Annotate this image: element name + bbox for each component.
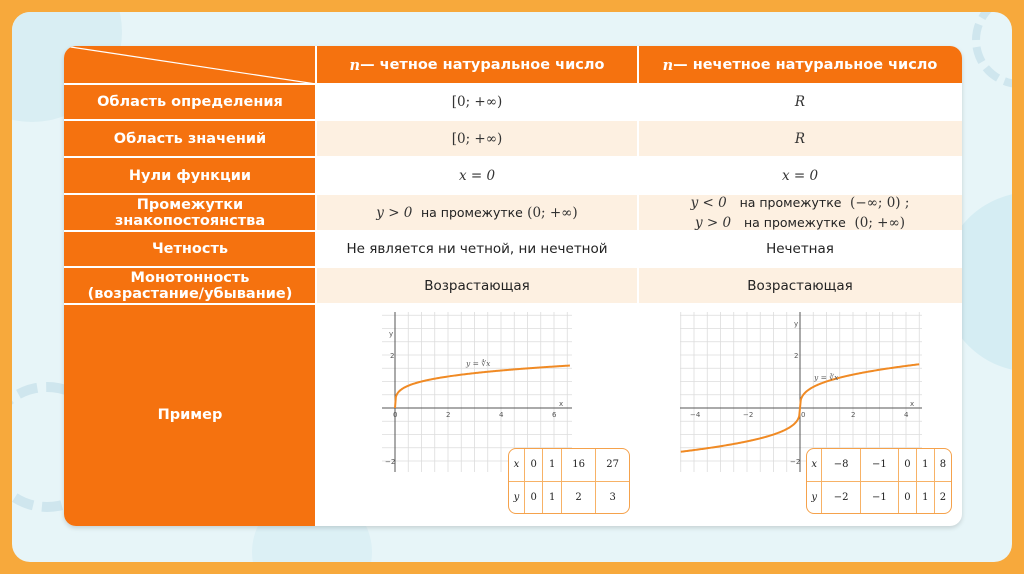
header-odd bbox=[638, 46, 962, 84]
y-tick: −2 bbox=[385, 458, 396, 466]
cell-odd bbox=[638, 194, 962, 231]
y-tick: 2 bbox=[390, 352, 395, 360]
values-cell: 1 bbox=[916, 449, 934, 481]
x-tick: 2 bbox=[851, 411, 856, 419]
column-divider bbox=[315, 46, 317, 526]
x-tick: 6 bbox=[552, 411, 557, 419]
x-axis-label: x bbox=[910, 400, 915, 408]
cell-even: [0; +∞) bbox=[316, 120, 638, 157]
sign-text: на промежутке bbox=[739, 194, 842, 210]
values-cell: 2 bbox=[561, 481, 595, 513]
header-var: n bbox=[349, 56, 361, 74]
x-tick: −4 bbox=[690, 411, 701, 419]
values-cell: x bbox=[807, 449, 822, 481]
row-divider bbox=[64, 266, 962, 268]
values-cell: 1 bbox=[543, 449, 561, 481]
sign-condition: y < 0 bbox=[690, 194, 727, 211]
header-odd-label: — нечетное натуральное число bbox=[673, 57, 938, 73]
x-tick: 4 bbox=[904, 411, 909, 419]
row-divider bbox=[64, 83, 962, 85]
row-label: Монотонность (возрастание/убывание) bbox=[64, 267, 316, 304]
values-table-odd bbox=[806, 448, 952, 514]
row-divider bbox=[64, 156, 962, 158]
values-cell: y bbox=[509, 481, 524, 513]
values-row-y bbox=[807, 481, 951, 513]
table-row bbox=[64, 120, 962, 157]
header-even-label: — четное натуральное число bbox=[360, 57, 605, 73]
table-row bbox=[64, 194, 962, 231]
sign-interval: (−∞; 0) ; bbox=[850, 194, 910, 211]
sign-interval: (0; +∞) bbox=[854, 214, 905, 231]
x-tick: 0 bbox=[393, 411, 398, 419]
table-row bbox=[64, 157, 962, 194]
cell-odd: Возрастающая bbox=[638, 267, 962, 304]
y-axis-label: y bbox=[389, 330, 394, 338]
y-tick: 2 bbox=[794, 352, 799, 360]
row-label: Область значений bbox=[64, 120, 316, 157]
decor-dashed-ring bbox=[972, 12, 1012, 88]
cell-odd: Нечетная bbox=[766, 241, 834, 257]
values-cell: 8 bbox=[934, 449, 951, 481]
x-tick: 0 bbox=[801, 411, 806, 419]
row-label: Четность bbox=[64, 231, 316, 267]
values-cell: 16 bbox=[561, 449, 595, 481]
x-tick: 2 bbox=[446, 411, 451, 419]
cell-even: x = 0 bbox=[458, 167, 496, 184]
values-cell: −1 bbox=[860, 481, 898, 513]
row-label: Нули функции bbox=[64, 157, 316, 194]
header-corner-cell bbox=[64, 46, 316, 84]
values-cell: 0 bbox=[524, 481, 542, 513]
example-row bbox=[64, 304, 962, 526]
cell-even: Не является ни четной, ни нечетной bbox=[346, 241, 608, 257]
curve-label: y = ∛x bbox=[814, 373, 839, 382]
x-tick: 4 bbox=[499, 411, 504, 419]
cell-odd: R bbox=[638, 120, 962, 157]
values-cell: 2 bbox=[934, 481, 951, 513]
table-row bbox=[64, 84, 962, 120]
values-cell: −2 bbox=[822, 481, 860, 513]
values-row-x bbox=[509, 449, 629, 481]
table-header-row bbox=[64, 46, 962, 84]
cell-even: [0; +∞) bbox=[451, 94, 503, 110]
values-table-even bbox=[508, 448, 630, 514]
values-row-x bbox=[807, 449, 951, 481]
sign-text: на промежутке bbox=[421, 205, 523, 220]
values-row-y bbox=[509, 481, 629, 513]
y-axis-label: y bbox=[794, 320, 799, 328]
header-var: n bbox=[662, 56, 674, 74]
values-cell: 0 bbox=[524, 449, 542, 481]
row-divider bbox=[64, 230, 962, 232]
values-cell: 0 bbox=[898, 449, 916, 481]
diagonal-line-icon bbox=[64, 46, 316, 84]
sign-line bbox=[691, 193, 910, 213]
values-cell: −1 bbox=[860, 449, 898, 481]
values-cell: y bbox=[807, 481, 822, 513]
row-divider bbox=[64, 119, 962, 121]
y-tick: −2 bbox=[790, 458, 801, 466]
cell-even bbox=[316, 194, 638, 231]
cell-odd: x = 0 bbox=[781, 167, 819, 184]
table-row bbox=[64, 231, 962, 267]
sign-interval: (0; +∞) bbox=[527, 204, 578, 221]
values-cell: 1 bbox=[543, 481, 561, 513]
cell-odd: R bbox=[794, 94, 806, 110]
row-label: Область определения bbox=[64, 84, 316, 120]
header-even bbox=[316, 46, 638, 84]
table-row bbox=[64, 267, 962, 304]
row-divider bbox=[64, 193, 962, 195]
values-cell: 1 bbox=[916, 481, 934, 513]
values-cell: x bbox=[509, 449, 524, 481]
sign-condition: y > 0 bbox=[695, 214, 732, 231]
values-cell: 3 bbox=[596, 481, 629, 513]
sign-text: на промежутке bbox=[744, 214, 846, 230]
row-label: Промежутки знакопостоянства bbox=[64, 194, 316, 231]
x-tick: −2 bbox=[743, 411, 754, 419]
x-axis-label: x bbox=[559, 400, 564, 408]
values-cell: 27 bbox=[596, 449, 629, 481]
curve-label: y = ∜x bbox=[466, 359, 491, 368]
sign-condition: y > 0 bbox=[376, 204, 413, 221]
cell-even: Возрастающая bbox=[316, 267, 638, 304]
row-label: Пример bbox=[64, 304, 316, 526]
values-cell: 0 bbox=[898, 481, 916, 513]
column-divider bbox=[637, 46, 639, 526]
properties-table bbox=[64, 46, 962, 526]
row-divider bbox=[64, 303, 962, 305]
values-cell: −8 bbox=[822, 449, 860, 481]
